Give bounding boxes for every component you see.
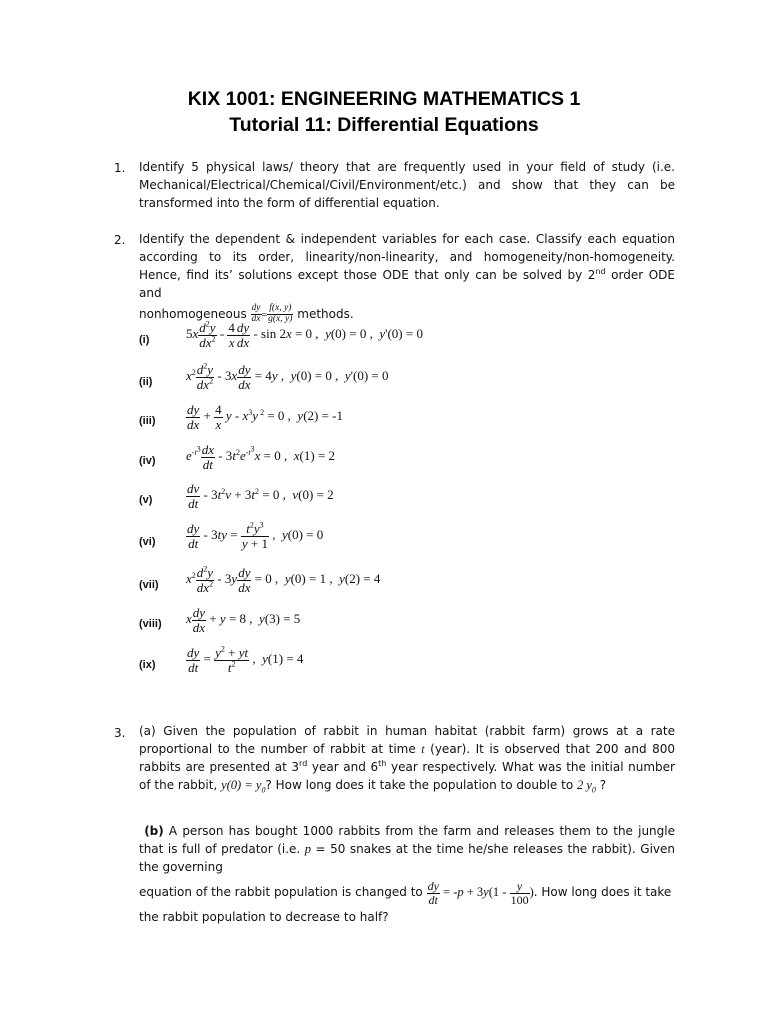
question-3b-text [139, 822, 675, 926]
part-b-prefix: (b) [144, 824, 164, 838]
question-2-text: Identify the dependent & independent variables for each case. Classify each equation according to its order, linearity/non-linearity, and homogeneity/non-homogeneity. Hence, find its’ solutions except those ODE that only can be solved by 2nd order ODE and nonhomogeneous $\frac{dy}{dx}$ = $\frac{f(x, y)}{g(x, y)}$ methods. [139, 232, 675, 324]
eq-label-vii: (vii) [139, 579, 159, 591]
part-b-body-2: = 50 snakes at the time he/she releases the rabbit). Given the governing [139, 842, 675, 874]
part-b-body-5: the rabbit population to decrease to half? [139, 910, 389, 925]
equation-ii: $x^2$ $\frac{d^2y}{dx^2}$ - 3x $\frac{dy}{dx}$ = 4y , y(0) = 0 , y'(0) = 0 [186, 361, 389, 392]
predator-variable: p [304, 842, 312, 856]
frac-denominator: g(x, y) [268, 313, 293, 324]
part-b-body-4: . How long does it take [533, 884, 672, 899]
eq-label-iii: (iii) [139, 415, 156, 427]
question-2-number: 2. [114, 233, 126, 247]
ordinal-sup: rd [299, 759, 308, 768]
subscript: 0 [261, 785, 266, 795]
time-variable: t [421, 742, 425, 756]
double-population [576, 778, 596, 795]
part-b-body: A person has bought 1000 rabbits from the farm and releases them to the jungle that is full of predator (i.e. [139, 824, 675, 856]
eq-label-v: (v) [139, 494, 153, 506]
eq-label-ix: (ix) [139, 659, 156, 671]
part-a-body-5: ? How long does it take the population to double to [265, 778, 577, 792]
equation-vii: $x^2$ $\frac{d^2y}{dx^2}$ - 3y $\frac{dy}{dx}$ = 0 , y(0) = 1 , y(2) = 4 [186, 564, 381, 595]
ordinal-sup: nd [595, 267, 606, 276]
equation-iii: $\frac{dy}{dx}$ + $\frac{4}{x}$ y - $x^3y$ $^2$ = 0 , y(2) = -1 [187, 402, 344, 432]
part-a-body-4: year respectively. What was the initial number of the rabbit, [139, 760, 675, 792]
nonhomogeneous-word: nonhomogeneous [139, 306, 247, 321]
frac-denominator: dx [251, 313, 261, 324]
question-2-body: Identify the dependent & independent variables for each case. Classify each equation according to its order, linearity/non-linearity, and homogeneity/non-homogeneity. Hence, find its’ solutions except those ODE that only can be solved by 2 [139, 232, 675, 282]
part-a-body-6: ? [595, 778, 607, 792]
equation-vi: $\frac{dy}{dt}$ - 3ty = $\frac{t^2y^3}{y + 1}$ , y(0) = 0 [187, 520, 324, 551]
question-1-number: 1. [114, 161, 126, 175]
equation-v: $\frac{dv}{dt}$ - $3t^2v + 3t^2 = 0$ , v(0) = 2 [187, 481, 334, 511]
part-a-body: Given the population of rabbit in human habitat (rabbit farm) grows at a rate proportional to the number of rabbit at time [139, 724, 675, 756]
eq-label-viii: (viii) [139, 618, 162, 630]
double-population-text: 2 y [576, 778, 592, 792]
question-1-text [139, 158, 675, 212]
equation-i: 5x $\frac{d^2y}{dx^2}$ - $\frac{4}{x}$ $\frac{dy}{dx}$ - sin 2x = 0 , y(0) = 0 , y'(0) = 0 [186, 319, 423, 350]
eq-label-vi: (vi) [139, 536, 156, 548]
methods-word: methods. [297, 306, 354, 321]
question-3-number: 3. [114, 726, 126, 740]
equation-ix: $\frac{dy}{dt}$ = $\frac{y^2 + yt}{t^2}$ , y(1) = 4 [187, 644, 304, 675]
frac-numerator: f(x, y) [267, 304, 293, 315]
question-2-body-cont: order ODE and [139, 268, 675, 300]
part-a-body-3: year and 6 [307, 760, 379, 774]
subscript: 0 [591, 785, 596, 795]
initial-condition [221, 778, 266, 795]
ordinal-sup: th [378, 759, 387, 768]
eq-label-iv: (iv) [139, 455, 156, 467]
eq-label-ii: (ii) [139, 376, 153, 388]
document-subtitle: Tutorial 11: Differential Equations [229, 114, 539, 136]
part-a-body-2: (year). It is observed that 200 and 800 rabbits are presented at 3 [139, 742, 675, 774]
equation-viii: x $\frac{dy}{dx}$ + y = 8 , y(3) = 5 [186, 605, 301, 635]
initial-condition-text: y(0) = y [221, 778, 262, 792]
document-title: KIX 1001: ENGINEERING MATHEMATICS 1 [187, 88, 581, 110]
part-b-body-3: equation of the rabbit population is changed to [139, 884, 423, 899]
governing-equation: $\frac{dy}{dt}$ = -p + 3y(1 - $\frac{y}{100}$ ) [427, 879, 534, 907]
question-3a-text [139, 722, 675, 800]
equation-iv: $e^{-t^3}$ $\frac{dx}{dt}$ - $3t^2e^{-t^3}x = 0$ , x(1) = 2 [186, 442, 336, 472]
eq-label-i: (i) [139, 334, 150, 346]
frac-numerator: dy [251, 303, 261, 313]
part-a-prefix: (a) [139, 724, 156, 738]
question-1-body: Identify 5 physical laws/ theory that are frequently used in your field of study (i.e. Mechanical/Electrical/Chemical/Civil/Environment/etc.) and show that they can be transformed into the form of differential equation. [139, 160, 675, 210]
